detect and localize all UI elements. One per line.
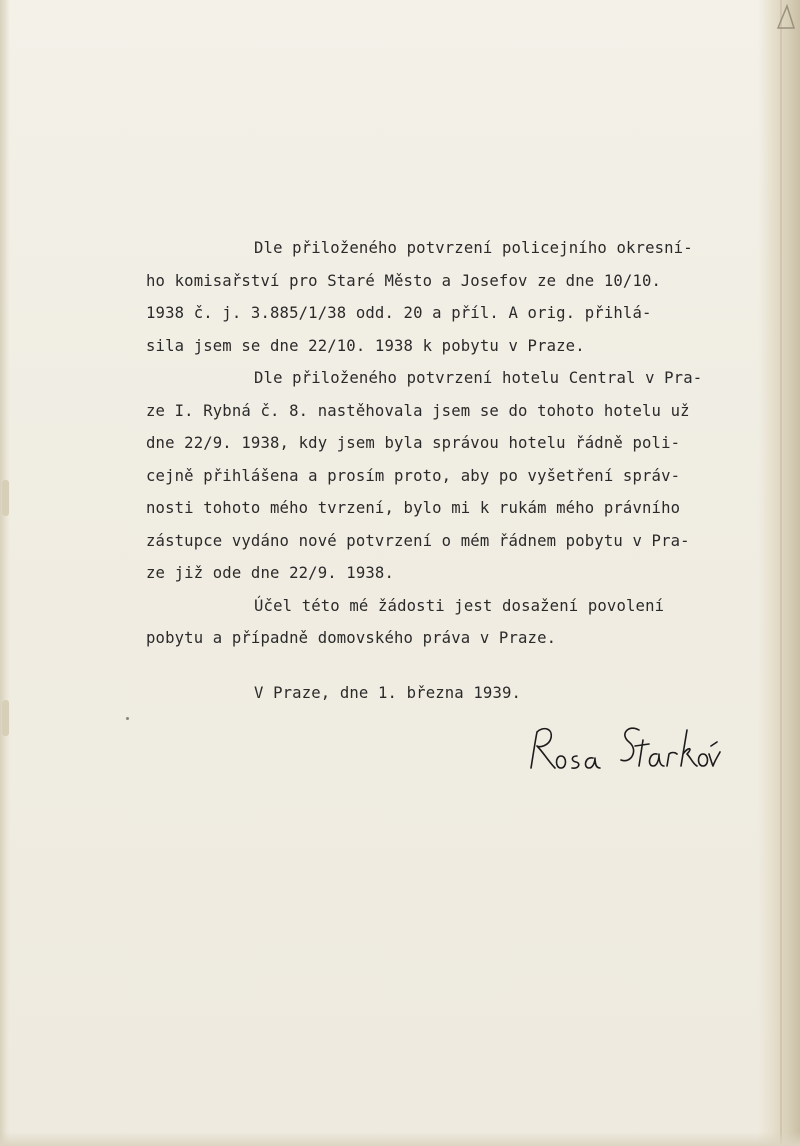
corner-triangle-icon <box>774 2 796 30</box>
text-line: pobytu a případně domovského práva v Praze. <box>146 629 557 647</box>
binding-mark <box>2 700 9 736</box>
text-line: Dle přiloženého potvrzení policejního okresní- <box>254 239 693 257</box>
paper-speck <box>126 717 129 720</box>
text-line: ze již ode dne 22/9. 1938. <box>146 564 394 582</box>
letter-body <box>146 232 756 709</box>
text-line: nosti tohoto mého tvrzení, bylo mi k rukám mého právního <box>146 499 681 517</box>
text-line: 1938 č. j. 3.885/1/38 odd. 20 a příl. A orig. přihlá- <box>146 304 652 322</box>
text-line: sila jsem se dne 22/10. 1938 k pobytu v Praze. <box>146 336 585 355</box>
paper-fold-line <box>780 0 782 1146</box>
text-line: dne 22/9. 1938, kdy jsem byla správou hotelu řádně poli- <box>146 434 681 452</box>
paper-left-edge <box>0 0 10 1146</box>
text-line: Dle přiloženého potvrzení hotelu Central v Pra- <box>254 369 703 387</box>
date-line: V Praze, dne 1. března 1939. <box>254 683 522 702</box>
text-line: ho komisařství pro Staré Město a Josefov ze dne 10/10. <box>146 271 662 290</box>
handwritten-signature <box>521 716 721 780</box>
binding-mark <box>2 480 9 516</box>
text-line: ze I. Rybná č. 8. nastěhovala jsem se do tohoto hotelu už <box>146 401 690 420</box>
paper-right-edge <box>758 0 800 1146</box>
text-line: Účel této mé žádosti jest dosažení povolení <box>254 596 665 615</box>
text-line: cejně přihlášena a prosím proto, aby po vyšetření správ- <box>146 466 681 485</box>
text-line: zástupce vydáno nové potvrzení o mém řádnem pobytu v Pra- <box>146 531 690 550</box>
paper-bottom-edge <box>0 1132 800 1146</box>
